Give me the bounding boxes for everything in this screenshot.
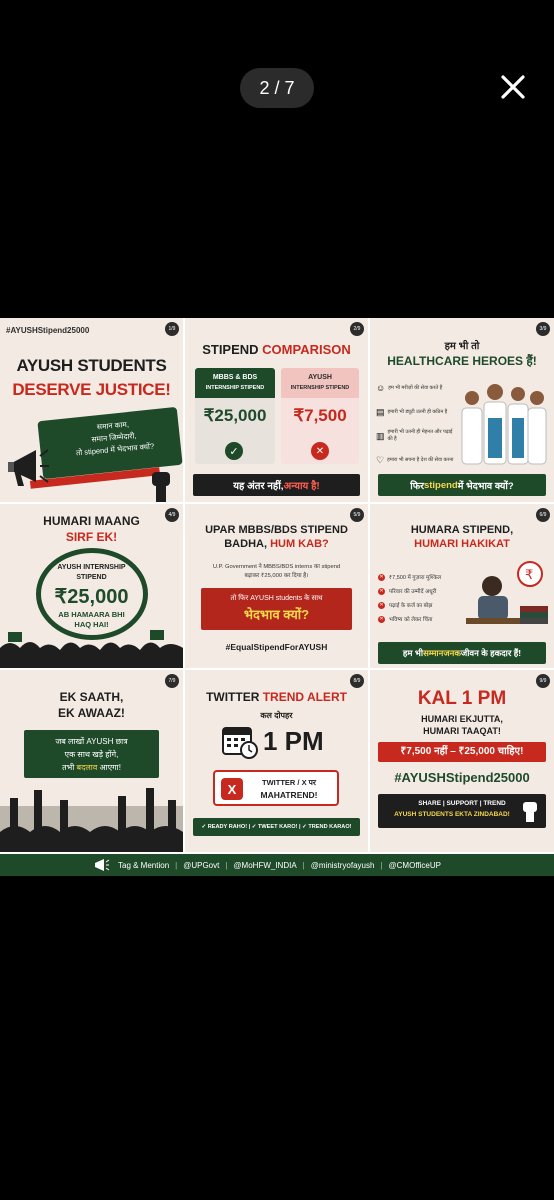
ayush-card xyxy=(281,368,359,464)
red-box xyxy=(201,588,352,630)
list-item-text: हम भी मरीज़ों की सेवा करते हैं xyxy=(388,384,443,391)
page-badge: 8/9 xyxy=(350,674,364,688)
box-line: जब लाखों AYUSH छात्र xyxy=(55,737,128,746)
title-part: TWITTER xyxy=(206,690,263,704)
megaphone-icon xyxy=(6,442,50,492)
collage-image[interactable] xyxy=(0,318,554,876)
doctor-icon: ☺ xyxy=(376,383,386,393)
close-icon xyxy=(500,74,526,100)
title-part: TREND ALERT xyxy=(262,690,347,704)
page-badge: 1/9 xyxy=(165,322,179,336)
cross-bullet-icon: ✕ xyxy=(379,616,384,622)
banner-part: stipend xyxy=(423,479,458,491)
list-item xyxy=(376,376,456,400)
list-item-text: हमारी भी ड्यूटी उतनी ही कठिन है xyxy=(387,408,448,415)
tile-title-line1: HUMARI MAANG xyxy=(43,514,140,528)
list-item xyxy=(378,598,458,612)
banner-line: समान जिम्मेदारी, xyxy=(91,431,137,444)
bottom-banner xyxy=(193,474,360,496)
bottom-banner xyxy=(378,642,546,664)
list-item xyxy=(378,584,458,598)
calendar-clock-icon xyxy=(221,724,259,760)
stressed-student-illustration xyxy=(462,558,550,638)
tile-kal-1pm xyxy=(370,670,554,852)
page-badge: 9/9 xyxy=(536,674,550,688)
tile-title-line2: SIRF EK! xyxy=(65,530,118,544)
ring-tag2: HAQ HAI! xyxy=(74,620,109,629)
banner-part: फिर xyxy=(410,480,424,492)
separator: | xyxy=(225,860,228,870)
tile-twitter-trend xyxy=(185,670,368,852)
card-head-line: INTERNSHIP STIPEND xyxy=(290,385,350,391)
time-subtitle: कल दोपहर xyxy=(260,711,293,720)
title-part: COMPARISON xyxy=(262,342,351,357)
banner-part: जीवन के हकदार हैं! xyxy=(460,647,522,658)
bottom-dark-box xyxy=(378,794,546,828)
ayush-amount: ₹7,500 xyxy=(293,406,347,425)
box-line1: तो फिर AYUSH students के साथ xyxy=(230,595,323,602)
raised-fists-crowd xyxy=(0,786,183,852)
list-item xyxy=(378,570,458,584)
banner-part: में भेदभाव क्यों? xyxy=(457,480,514,492)
separator: | xyxy=(302,860,305,870)
ayush-card-head xyxy=(281,368,359,398)
tile-healthcare-heroes xyxy=(370,318,554,502)
page-badge: 2/9 xyxy=(350,322,364,336)
hashtag: #AYUSHStipend25000 xyxy=(394,770,530,785)
subtitle-line1: HUMARI EKJUTTA, xyxy=(421,714,503,724)
mbbs-amount: ₹25,000 xyxy=(203,406,267,425)
fist-icon xyxy=(520,800,540,822)
hashtag: #EqualStipendForAYUSH xyxy=(225,642,328,652)
list-item-text: ₹7,500 में गुज़ारा मुश्किल xyxy=(389,575,442,581)
tile-title-line2: HEALTHCARE HEROES हैं! xyxy=(387,354,537,368)
card-head-line: AYUSH xyxy=(308,374,332,381)
list-item-text: परिवार की उम्मीदें अधूरी xyxy=(389,589,437,595)
tile-ek-saath xyxy=(0,670,183,852)
tile-title-line1: हम भी तो xyxy=(444,341,480,352)
page-badge: 3/9 xyxy=(536,322,550,336)
list-item xyxy=(376,400,456,424)
tile-title-line2: EK AWAAZ! xyxy=(58,706,125,720)
list-item xyxy=(376,448,456,472)
bottom-banner xyxy=(378,474,546,496)
separator: | xyxy=(380,860,383,870)
ring-tag1: AB HAMAARA BHI xyxy=(58,610,125,619)
mbbs-card-head xyxy=(195,368,275,398)
tile-title-line1: EK SAATH, xyxy=(59,690,124,704)
svg-text:₹: ₹ xyxy=(525,568,534,583)
x-logo-icon: X xyxy=(221,778,243,800)
list-item-text: भविष्य को लेकर चिंता xyxy=(389,617,433,623)
tile-title-line2 xyxy=(185,538,368,550)
footer-label: Tag & Mention xyxy=(118,860,170,870)
banner-part: हम भी xyxy=(402,647,424,658)
tile-title: KAL 1 PM xyxy=(417,688,507,709)
box-part: तभी xyxy=(62,763,77,772)
page-counter: 2 / 7 xyxy=(240,68,314,108)
tile-upar-mbbs xyxy=(185,504,368,668)
tile-deserve-justice xyxy=(0,318,183,502)
books-icon: ▥ xyxy=(376,430,385,441)
clipboard-icon: ▤ xyxy=(376,406,385,417)
list-item-text: हमारी भी उतनी ही मेहनत और पढ़ाई की है xyxy=(387,429,453,442)
box-line2: भेदभाव क्यों? xyxy=(243,607,310,622)
box-part: आएगा! xyxy=(97,763,121,772)
list-item-text: पढ़ाई के कर्ज का बोझ xyxy=(389,603,433,609)
tile-title-line2: HUMARI HAKIKAT xyxy=(414,538,510,550)
crowd-silhouette xyxy=(0,628,183,668)
box-line: एक साथ खड़े होंगे, xyxy=(64,750,119,759)
banner-line: समान काम, xyxy=(96,419,130,432)
list-item-text: हमारा भी सपना है देश की सेवा करना xyxy=(387,456,454,463)
doctors-illustration xyxy=(458,378,550,470)
mention-tag: @MoHFW_INDIA xyxy=(233,860,297,870)
mbbs-card xyxy=(195,368,275,464)
title-part: HUM KAB? xyxy=(270,538,329,550)
red-demand-bar: ₹7,500 नहीं – ₹25,000 चाहिए! xyxy=(378,742,546,762)
close-button[interactable] xyxy=(490,64,536,110)
card-head-line: INTERNSHIP STIPEND xyxy=(205,385,265,391)
body-line2: बढ़ाकर ₹25,000 कर दिया है। xyxy=(244,573,309,579)
list-item xyxy=(378,612,458,626)
box-line2: MAHATREND! xyxy=(260,790,318,800)
ring-amount: ₹25,000 xyxy=(54,586,129,608)
tile-subtitle: DESERVE JUSTICE! xyxy=(12,380,171,399)
tile-title-line1: UPAR MBBS/BDS STIPEND xyxy=(205,524,348,536)
megaphone-icon xyxy=(94,859,110,871)
tile-humara-stipend xyxy=(370,504,554,668)
banner-part: सम्मानजनक xyxy=(423,647,461,658)
title-part: BADHA, xyxy=(224,538,271,550)
tile-title-line1: HUMARA STIPEND, xyxy=(410,524,514,536)
heroes-list xyxy=(376,376,456,472)
top-hashtag: #AYUSHStipend25000 xyxy=(6,326,90,335)
list-item xyxy=(376,424,456,448)
subtitle-line2: HUMARI TAAQAT! xyxy=(423,726,501,736)
card-head-line: MBBS & BDS xyxy=(212,374,258,381)
bottom-banner: ✓ READY RAHO! | ✓ TWEET KARO! | ✓ TREND KARAO! xyxy=(193,818,360,836)
box-line xyxy=(24,761,159,774)
page-badge: 7/9 xyxy=(165,674,179,688)
body-line1: U.P. Government ने MBBS/BDS interns का stipend xyxy=(212,564,341,570)
twitter-box xyxy=(213,770,339,806)
cross-bullet-icon: ✕ xyxy=(379,588,384,594)
mention-tag: @UPGovt xyxy=(183,860,220,870)
cross-bullet-icon: ✕ xyxy=(379,574,384,580)
ring-label2: STIPEND xyxy=(76,574,107,581)
reality-list xyxy=(378,570,458,626)
mention-footer xyxy=(0,854,554,876)
check-icon: ✓ xyxy=(225,442,243,460)
cross-icon: ✕ xyxy=(311,442,329,460)
tile-humari-maang xyxy=(0,504,183,668)
box-line1: SHARE | SUPPORT | TREND xyxy=(418,800,506,807)
page-badge: 6/9 xyxy=(536,508,550,522)
title-part: STIPEND xyxy=(202,342,263,357)
page-badge: 5/9 xyxy=(350,508,364,522)
mention-tag: @ministryofayush xyxy=(310,860,375,870)
box-line2: AYUSH STUDENTS EKTA ZINDABAD! xyxy=(394,811,510,818)
tile-title xyxy=(185,342,368,357)
trend-time: 1 PM xyxy=(263,726,324,756)
green-box xyxy=(24,730,159,778)
tile-title: AYUSH STUDENTS xyxy=(16,356,167,375)
banner-line: तो stipend में भेदभाव क्यों? xyxy=(75,441,155,458)
ring-label1: AYUSH INTERNSHIP xyxy=(57,564,126,571)
mention-tag: @CMOfficeUP xyxy=(388,860,441,870)
heart-hand-icon: ♡ xyxy=(376,454,385,465)
cross-bullet-icon: ✕ xyxy=(379,602,384,608)
tile-stipend-comparison xyxy=(185,318,368,502)
tile-title xyxy=(185,690,368,704)
separator: | xyxy=(175,860,178,870)
box-line1: TWITTER / X पर xyxy=(262,778,316,787)
raised-fist-icon xyxy=(146,468,176,502)
box-part: बदलाव xyxy=(76,763,98,772)
page-badge: 4/9 xyxy=(165,508,179,522)
banner-part: अन्याय है! xyxy=(283,481,320,492)
banner-part: यह अंतर नहीं, xyxy=(233,481,284,492)
